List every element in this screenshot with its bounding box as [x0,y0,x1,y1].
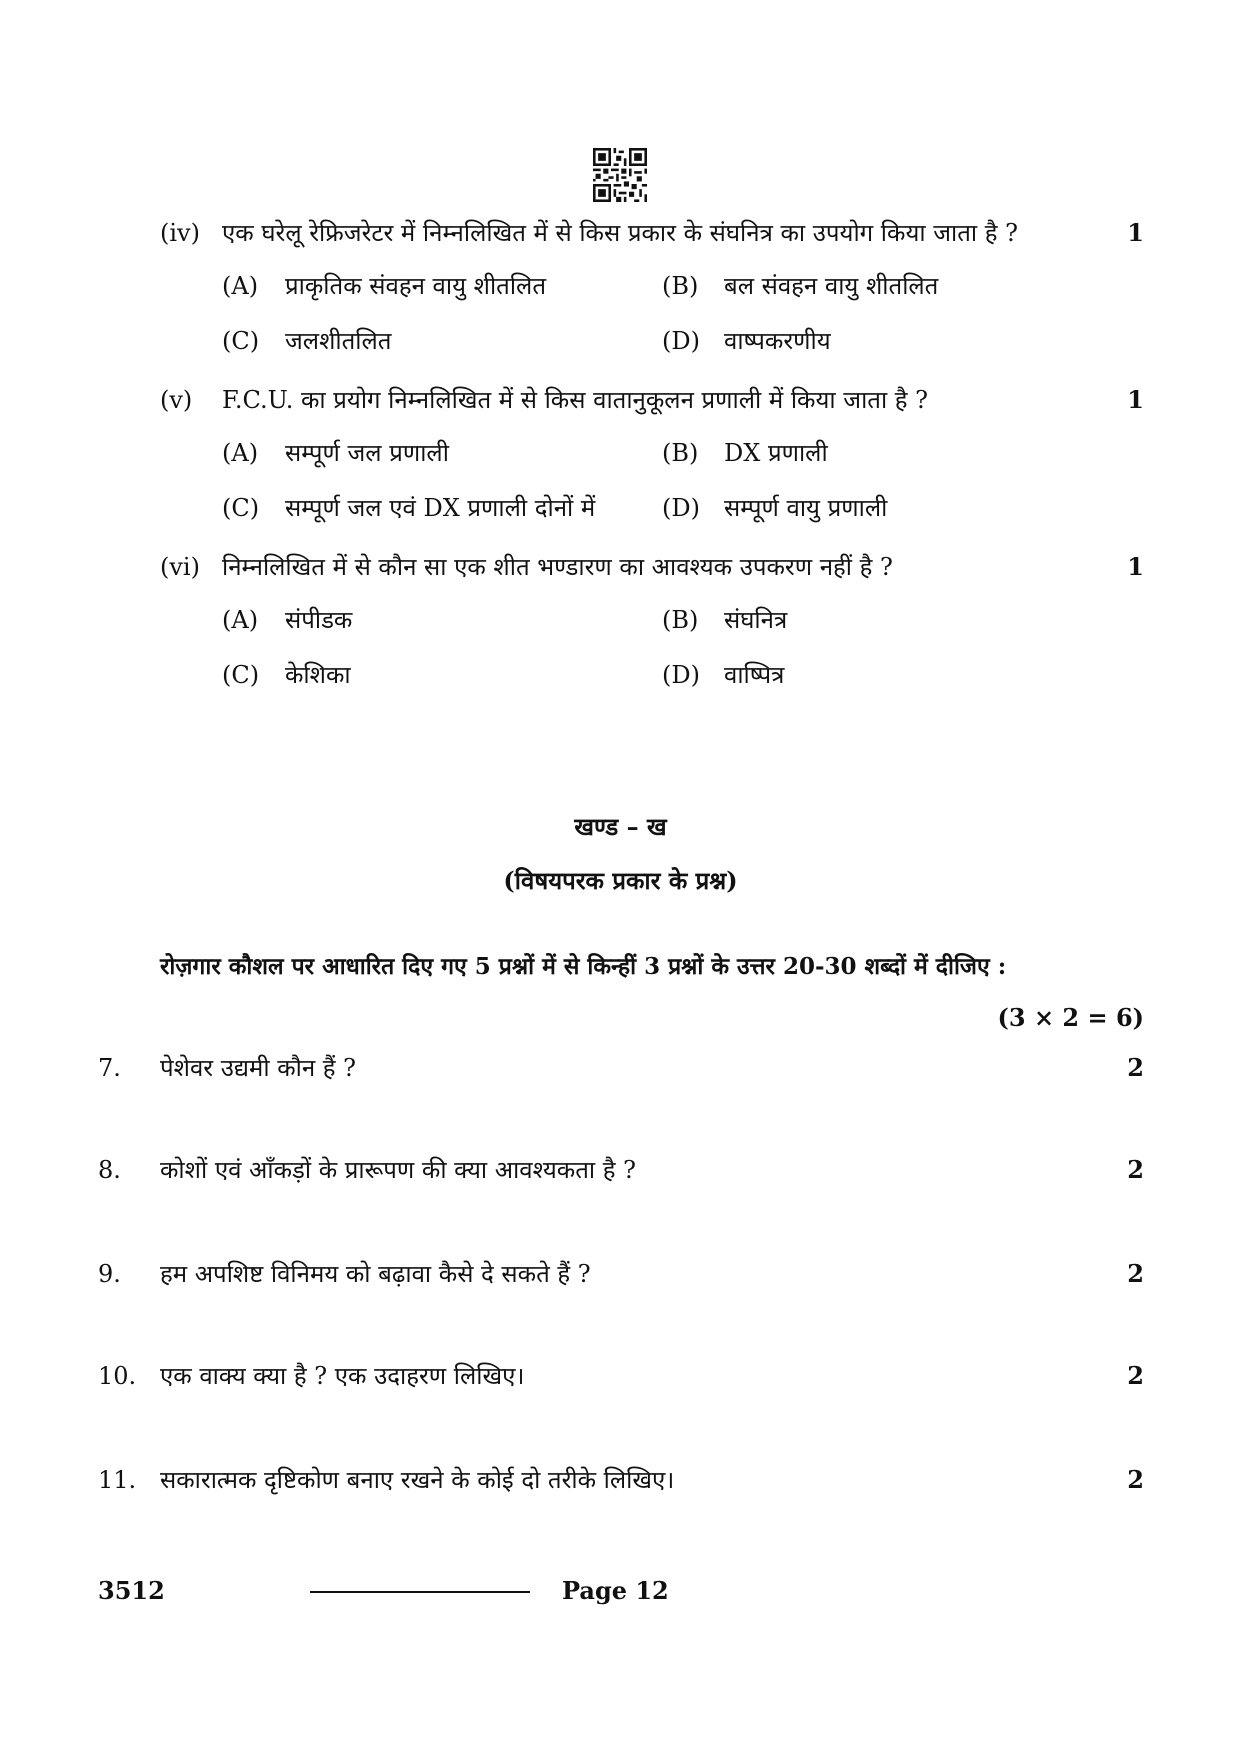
question-text: एक वाक्य क्या है ? एक उदाहरण लिखिए। [160,1362,525,1390]
question-marks: 2 [1127,1259,1144,1288]
option-key: (D) [662,661,700,689]
mcq-label: (vi) [160,553,200,581]
mcq-marks: 1 [1127,218,1144,247]
option-key: (C) [222,661,260,689]
paper-code: 3512 [98,1576,165,1605]
question-text: सकारात्मक दृष्टिकोण बनाए रखने के कोई दो तरीके लिखिए। [160,1466,675,1494]
option-key: (D) [662,494,700,522]
question-text: कोशों एवं आँकड़ों के प्रारूपण की क्या आवश्यकता है ? [160,1156,636,1184]
option-text: संघनित्र [724,606,788,634]
section-subtitle: (विषयपरक प्रकार के प्रश्न) [503,866,738,895]
footer-divider [310,1591,530,1593]
option-text: जलशीतलित [285,327,392,355]
qr-code-icon [593,148,647,202]
question-marks: 2 [1127,1361,1144,1390]
section-total-marks: (3 × 2 = 6) [997,1003,1144,1032]
mcq-label: (iv) [160,219,200,247]
option-text: केशिका [285,661,351,689]
option-text: सम्पूर्ण वायु प्रणाली [724,494,888,522]
option-text: प्राकृतिक संवहन वायु शीतलित [285,272,547,300]
option-key: (A) [222,272,259,300]
question-number: 11. [98,1466,137,1494]
option-key: (B) [662,272,699,300]
option-text: बल संवहन वायु शीतलित [724,272,939,300]
option-key: (B) [662,439,699,467]
question-marks: 2 [1127,1053,1144,1082]
question-number: 8. [98,1156,121,1184]
option-text: संपीडक [285,606,353,634]
option-text: वाष्पित्र [724,661,785,689]
mcq-question: एक घरेलू रेफ्रिजरेटर में निम्नलिखित में से किस प्रकार के संघनित्र का उपयोग किया जाता है ? [222,219,1019,247]
question-marks: 2 [1127,1465,1144,1494]
mcq-marks: 1 [1127,385,1144,414]
option-key: (B) [662,606,699,634]
option-key: (D) [662,327,700,355]
mcq-question: F.C.U. का प्रयोग निम्नलिखित में से किस वातानुकूलन प्रणाली में किया जाता है ? [222,386,929,414]
mcq-marks: 1 [1127,552,1144,581]
mcq-label: (v) [160,386,193,414]
question-text: पेशेवर उद्यमी कौन हैं ? [160,1054,357,1082]
question-text: हम अपशिष्ट विनिमय को बढ़ावा कैसे दे सकते हैं ? [160,1260,591,1288]
option-text: सम्पूर्ण जल एवं DX प्रणाली दोनों में [285,494,596,522]
option-text: DX प्रणाली [724,439,828,467]
section-title: खण्ड – ख [574,812,667,841]
option-key: (C) [222,327,260,355]
option-text: वाष्पकरणीय [724,327,831,355]
question-number: 9. [98,1260,121,1288]
question-number: 7. [98,1054,121,1082]
page-number: Page 12 [562,1576,669,1605]
option-text: सम्पूर्ण जल प्रणाली [285,439,449,467]
section-instruction: रोज़गार कौशल पर आधारित दिए गए 5 प्रश्नों में से किन्हीं 3 प्रश्नों के उत्तर 20-30 शब्दों में दीजिए : [160,953,1007,980]
option-key: (A) [222,606,259,634]
option-key: (A) [222,439,259,467]
question-number: 10. [98,1362,137,1390]
option-key: (C) [222,494,260,522]
question-marks: 2 [1127,1155,1144,1184]
mcq-question: निम्नलिखित में से कौन सा एक शीत भण्डारण का आवश्यक उपकरण नहीं है ? [222,553,893,581]
